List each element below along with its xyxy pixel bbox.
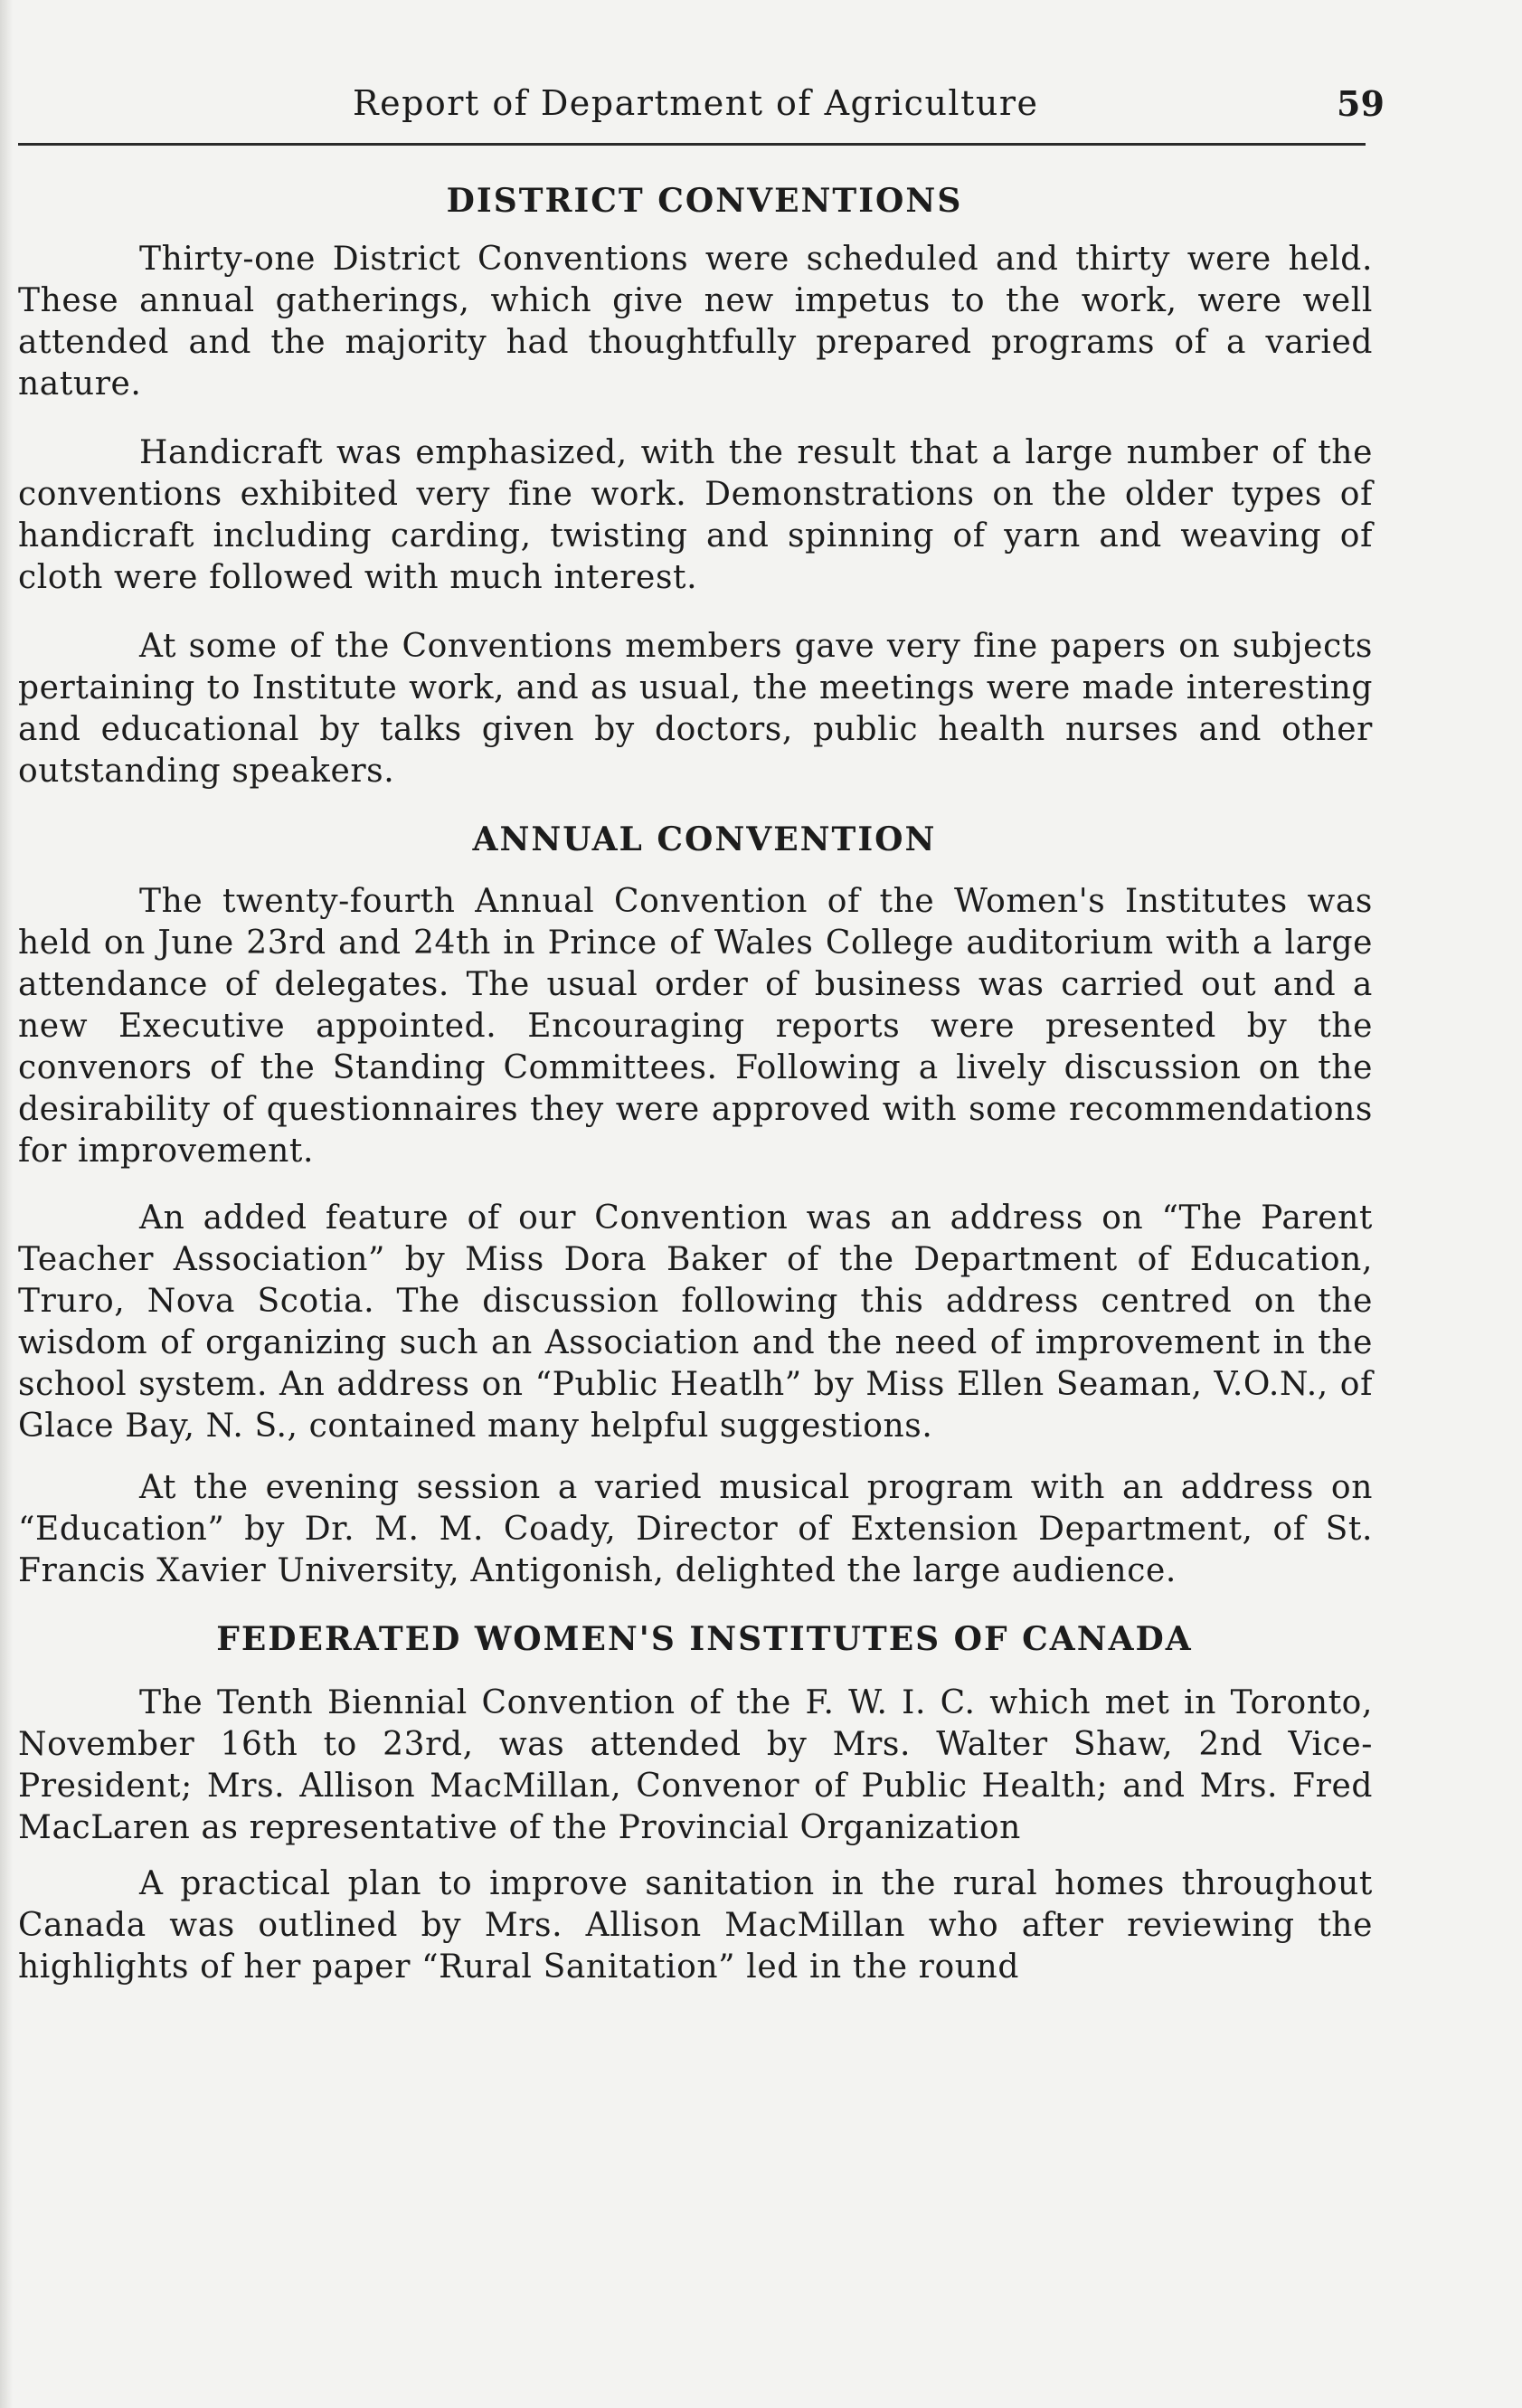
section-heading-district-conventions: DISTRICT CONVENTIONS — [446, 182, 963, 220]
page-edge-shadow — [0, 0, 13, 2408]
paragraph-district-3: At some of the Conventions members gave very fine papers on subjects pertaining to Institute work, and as usual, the meetings were made interesting and educational by talks given by doctors, public health nurses and other outstanding speakers. — [18, 628, 1373, 790]
paragraph-district-1: Thirty-one District Conventions were scheduled and thirty were held. These annual gatherings, which give new impetus to the work, were well attended and the majority had thoughtfully prepared programs of a varied nature. — [18, 241, 1373, 403]
paragraph-fwic-2: A practical plan to improve sanitation in the rural homes throughout Canada was outlined by Mrs. Allison MacMillan who after reviewing the highlights of her paper “Rural Sanitation” led in the round — [18, 1865, 1373, 1986]
section-heading-fwic: FEDERATED WOMEN'S INSTITUTES OF CANADA — [216, 1620, 1193, 1658]
paragraph-annual-1: The twenty-fourth Annual Convention of the Women's Institutes was held on June 23rd and 24th in Prince of Wales College auditorium with a large attendance of delegates. The usual order of business was carried out and a new Executive appointed. Encouraging reports were presented by the convenors of the Standing Committees. Following a lively discussion on the desirability of questionnaires they were approved with some recommendations for improvement. — [18, 883, 1373, 1170]
section-heading-annual-convention: ANNUAL CONVENTION — [472, 820, 937, 858]
paragraph-fwic-1: The Tenth Biennial Convention of the F. W. I. C. which met in Toronto, November 16th to 23rd, was attended by Mrs. Walter Shaw, 2nd Vice-President; Mrs. Allison MacMillan, Convenor of Public Health; and Mrs. Fred MacLaren as representative of the Provincial Organization — [18, 1684, 1373, 1846]
paragraph-annual-3: At the evening session a varied musical program with an address on “Education” by Dr. M. M. Coady, Director of Extension Department, of St. Francis Xavier University, Antigonish, delighted the large audience. — [18, 1469, 1373, 1589]
running-title: Report of Department of Agriculture — [353, 83, 1039, 123]
running-head — [0, 74, 1522, 128]
paragraph-annual-2: An added feature of our Convention was an address on “The Parent Teacher Association” by Miss Dora Baker of the Department of Education, Truro, Nova Scotia. The discussion following this address centred on the wisdom of organizing such an Association and the need of improvement in the school system. An address on “Public Heatlh” by Miss Ellen Seaman, V.O.N., of Glace Bay, N. S., contained many helpful suggestions. — [18, 1199, 1373, 1445]
page-number: 59 — [1337, 83, 1385, 124]
page-body — [18, 177, 1373, 1988]
paragraph-district-2: Handicraft was emphasized, with the result that a large number of the conventions exhibited very fine work. Demonstrations on the older types of handicraft including carding, twisting and spinning of yarn and weaving of cloth were followed with much interest. — [18, 434, 1373, 596]
header-rule — [18, 143, 1366, 146]
